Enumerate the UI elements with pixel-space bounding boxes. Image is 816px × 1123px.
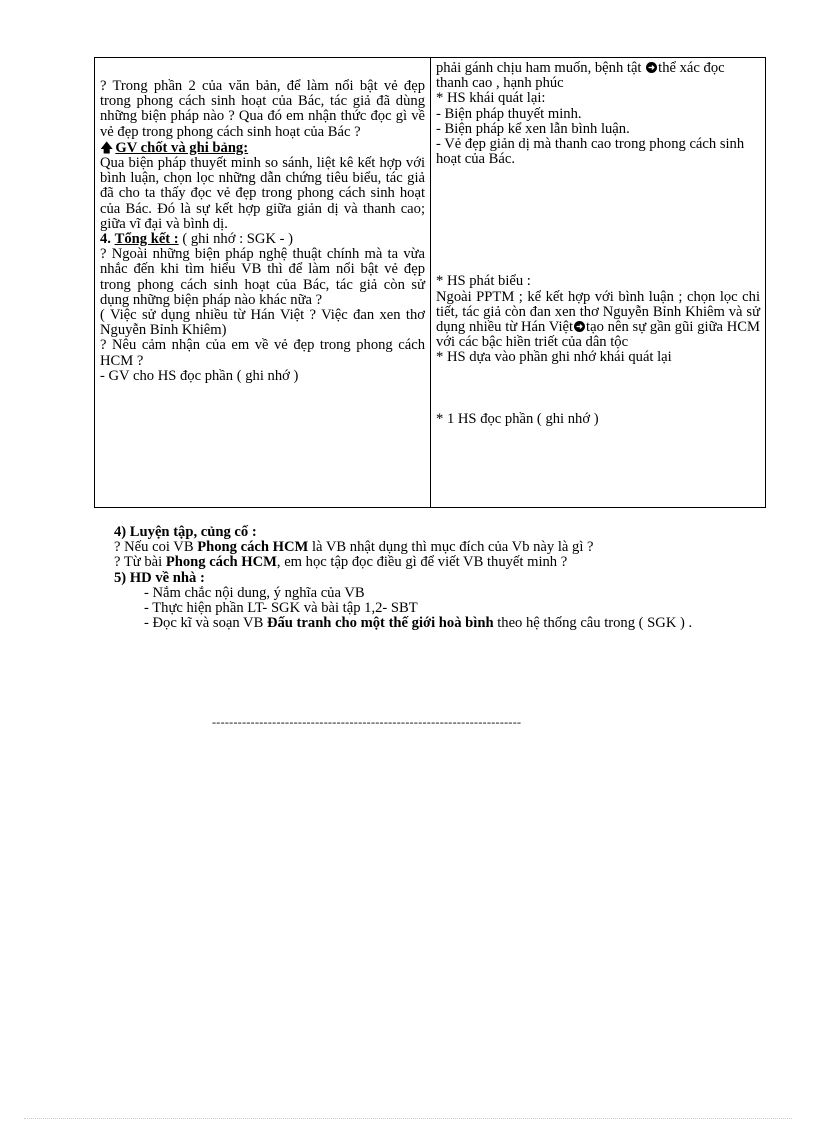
hs-speak: * HS phát biểu :: [436, 273, 531, 290]
practice-question: ? Nếu coi VB Phong cách HCM là VB nhật dụng thì mục đích của Vb này là gì ?: [114, 539, 594, 556]
table-row: [95, 58, 766, 508]
homework-heading: 5) HD về nhà :: [114, 569, 205, 586]
practice-heading: 4) Luyện tập, củng cố :: [114, 524, 257, 540]
gv-content: Qua biện pháp thuyết minh so sánh, liệt kê kết hợp với bình luận, chọn lọc những dẫn chứng tiêu biểu, tác giả đã cho ta thấy đọc vẻ đẹp trong phong cách sinh hoạt của Bác. Đó là sự kết hợp giữa giản dị và thanh cao; giữa vĩ đại và bình dị.: [100, 155, 425, 232]
answer-text: ( Việc sử dụng nhiều từ Hán Việt ? Việc đan xen thơ Nguyễn Bỉnh Khiêm): [100, 307, 425, 339]
up-arrow-icon: 🡅: [100, 139, 114, 155]
section-title: Tổng kết :: [114, 231, 179, 248]
arrow-circle-icon: ➜: [574, 321, 585, 332]
question-text: ? Ngoài những biện pháp nghệ thuật chính mà ta vừa nhắc đến khi tìm hiểu VB thì để làm nổi bật vẻ đẹp trong phong cách sinh hoạt của Bác, tác giả còn sử dụng những biện pháp nào khác nữa ?: [100, 246, 425, 308]
answer-text: Ngoài PPTM ; kể kết hợp với bình luận ; chọn lọc chi tiết, tác giả còn đan xen thơ Nguyễn Bỉnh Khiêm và sử dụng nhiều từ Hán Việt ➜ tạo nên sự gần gũi giữa HCM với các bậc hiền triết của dân tộc: [436, 288, 760, 351]
hs-based: * HS dựa vào phần ghi nhớ khái quát lại: [436, 349, 672, 366]
list-item: - Đọc kĩ và soạn VB Đấu tranh cho một thế giới hoà bình theo hệ thống câu trong ( SGK ) .: [144, 615, 693, 632]
teacher-column: [95, 58, 431, 508]
separator-line: ------------------------------------------------------------------------: [212, 715, 522, 729]
section-heading: [100, 232, 425, 247]
question-text: ? Trong phần 2 của văn bản, để làm nổi bật vẻ đẹp trong phong cách sinh hoạt của Bác, tác giả đã dùng những biện pháp nào ? Qua đó em nhận thức đọc gì về vẻ đẹp trong phong cách sinh hoạt của Bác ?: [100, 78, 425, 140]
bullet-item: - Biện pháp thuyết minh.: [436, 105, 582, 122]
bullet-item: - Biện pháp kể xen lẫn bình luận.: [436, 120, 630, 137]
gv-heading: [100, 140, 425, 156]
student-column: [431, 58, 766, 508]
list-item: - Thực hiện phần LT- SGK và bài tập 1,2- SBT: [144, 600, 418, 617]
list-item: - Nắm chắc nội dung, ý nghĩa của VB: [144, 584, 365, 601]
instruction-text: - GV cho HS đọc phần ( ghi nhớ ): [100, 367, 299, 384]
page-bottom-border: [24, 1118, 792, 1119]
lesson-table: [94, 57, 766, 508]
arrow-circle-icon: ➜: [646, 62, 657, 73]
hs-read: * 1 HS đọc phần ( ghi nhớ ): [436, 410, 599, 427]
practice-question: ? Từ bài Phong cách HCM, em học tập đọc điều gì để viết VB thuyết minh ?: [114, 554, 568, 571]
homework-list: [114, 586, 774, 632]
gv-heading-label: GV chốt và ghi bảng:: [115, 139, 249, 156]
section-note: ( ghi nhớ : SGK - ): [178, 231, 293, 248]
practice-section: [114, 525, 774, 631]
hs-summary: * HS khái quát lại:: [436, 90, 546, 107]
bullet-item: - Vẻ đẹp giản dị mà thanh cao trong phong cách sinh hoạt của Bác.: [436, 136, 745, 168]
answer-text: phải gánh chịu ham muốn, bệnh tật ➜ thể xác đọc thanh cao , hạnh phúc: [436, 60, 725, 92]
section-number: 4.: [100, 231, 111, 248]
question-text: ? Nêu cảm nhận của em về vẻ đẹp trong phong cách HCM ?: [100, 337, 425, 369]
